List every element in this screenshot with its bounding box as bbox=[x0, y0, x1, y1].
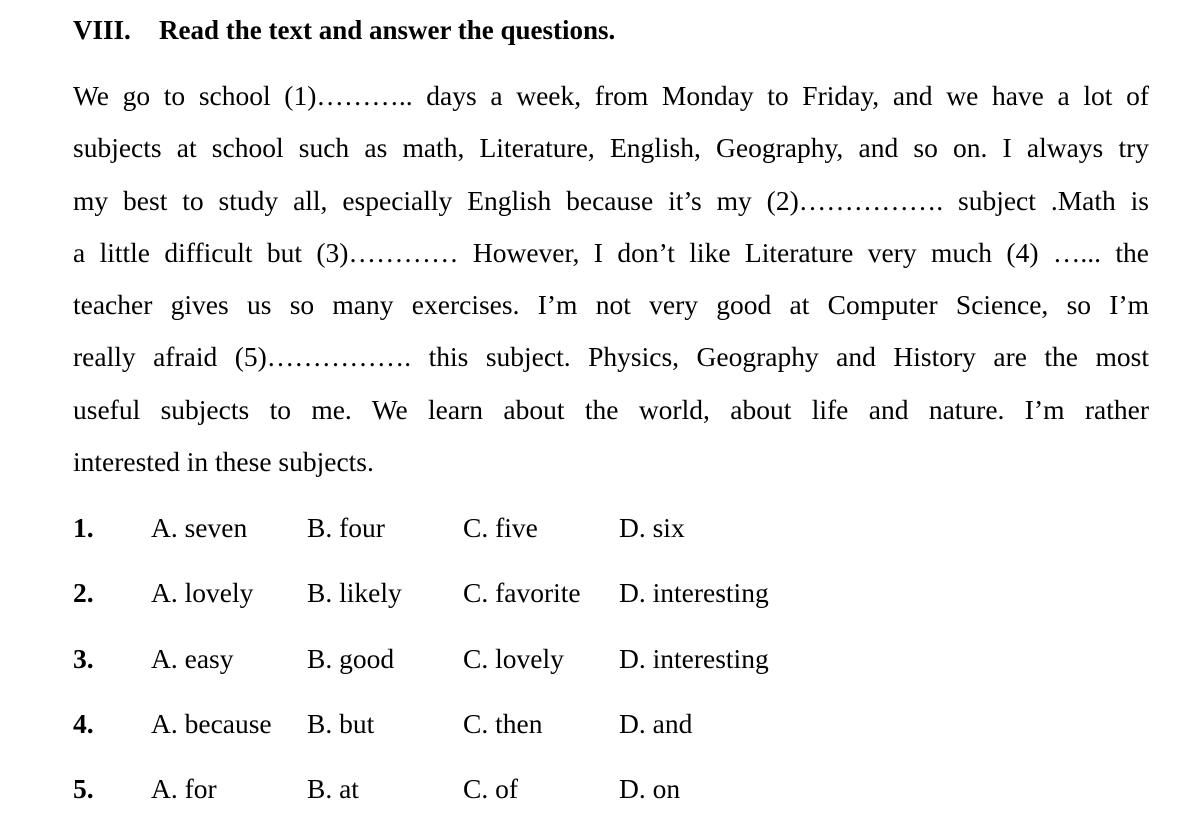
question-row bbox=[73, 769, 1149, 834]
passage-line: my best to study all, especially English because it’s my (2)……………. subject .Math is bbox=[73, 184, 1149, 216]
passage-line: subjects at school such as math, Literature, English, Geography, and so on. I always try bbox=[73, 132, 1149, 164]
passage-line: We go to school (1)……….. days a week, from Monday to Friday, and we have a lot of bbox=[73, 80, 1149, 111]
question-number: 5. bbox=[73, 773, 94, 805]
question-list bbox=[73, 508, 1149, 834]
reading-passage bbox=[73, 70, 1149, 488]
option-d: D. six bbox=[619, 512, 685, 543]
question-number: 2. bbox=[73, 577, 94, 609]
option-d: D. and bbox=[619, 707, 693, 739]
option-a: A. for bbox=[151, 773, 217, 805]
option-c: C. five bbox=[463, 512, 538, 543]
passage-line: interested in these subjects. bbox=[73, 446, 374, 478]
option-a: A. seven bbox=[151, 512, 248, 543]
question-row bbox=[73, 508, 1149, 573]
section-number: VIII. bbox=[73, 15, 131, 45]
option-b: B. four bbox=[307, 512, 385, 543]
option-c: C. lovely bbox=[463, 642, 564, 674]
question-number: 4. bbox=[73, 707, 94, 739]
question-number: 1. bbox=[73, 512, 94, 543]
passage-line: really afraid (5)……………. this subject. Physics, Geography and History are the most bbox=[73, 341, 1149, 373]
passage-line: useful subjects to me. We learn about the world, about life and nature. I’m rather bbox=[73, 393, 1149, 425]
passage-line: a little difficult but (3)………… However, I don’t like Literature very much (4) …... the bbox=[73, 236, 1149, 268]
question-number: 3. bbox=[73, 642, 94, 674]
question-row bbox=[73, 573, 1149, 638]
option-d: D. on bbox=[619, 773, 681, 805]
question-row bbox=[73, 704, 1149, 769]
passage-line: teacher gives us so many exercises. I’m not very good at Computer Science, so I’m bbox=[73, 289, 1149, 321]
option-d: D. interesting bbox=[619, 642, 769, 674]
option-b: B. likely bbox=[307, 577, 402, 609]
option-b: B. at bbox=[307, 773, 359, 805]
option-c: C. then bbox=[463, 707, 543, 739]
option-a: A. easy bbox=[151, 642, 234, 674]
section-heading bbox=[73, 12, 615, 48]
question-row bbox=[73, 639, 1149, 704]
option-c: C. of bbox=[463, 773, 518, 805]
option-a: A. because bbox=[151, 707, 272, 739]
option-c: C. favorite bbox=[463, 577, 581, 609]
option-b: B. good bbox=[307, 642, 395, 674]
option-b: B. but bbox=[307, 707, 375, 739]
option-a: A. lovely bbox=[151, 577, 254, 609]
section-title: Read the text and answer the questions. bbox=[159, 15, 616, 45]
option-d: D. interesting bbox=[619, 577, 769, 609]
